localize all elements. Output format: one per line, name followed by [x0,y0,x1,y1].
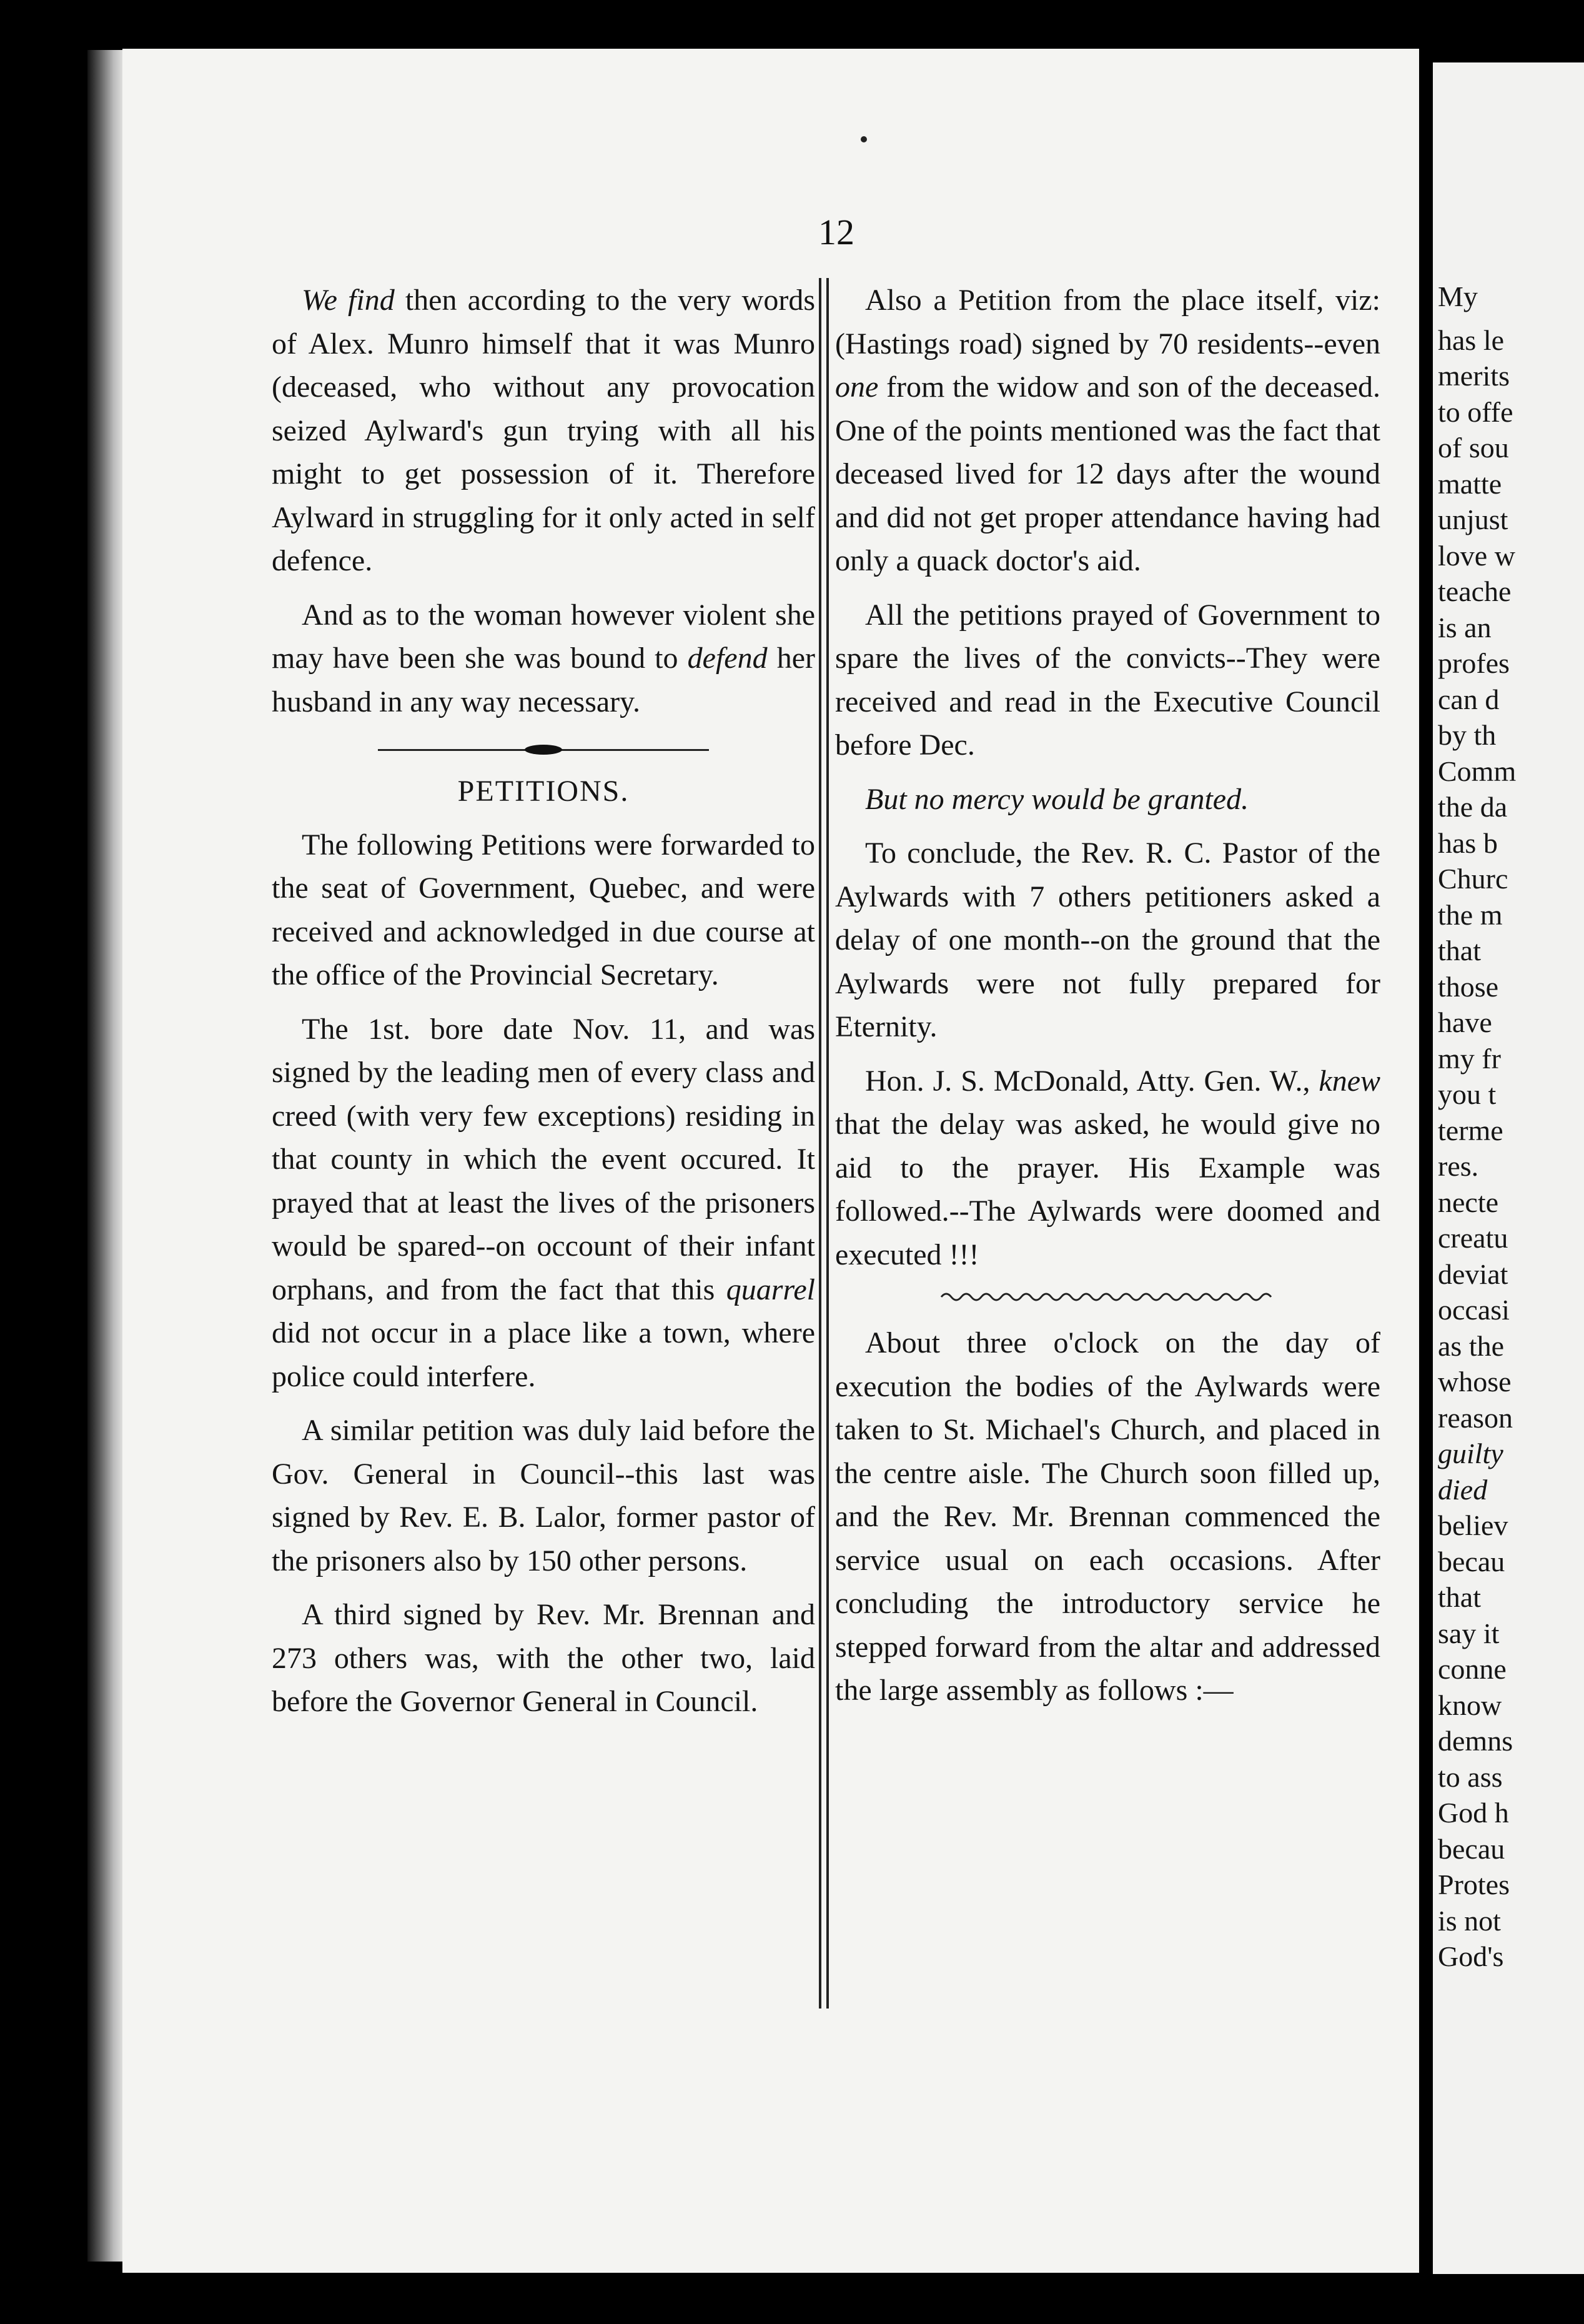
paragraph: All the petitions prayed of Government to spare the lives of the convicts--They were received and read in the Executive Council before Dec. [835,598,1380,762]
ornamental-divider [272,742,815,757]
left-column [272,279,815,1734]
ink-speck [861,136,867,142]
paragraph-text: from the widow and son of the deceased. One of the points mentioned was the fact that deceased lived for 12 days after the wound and did not get proper attendance having had only a quack doctor's aid. [835,370,1381,577]
paragraph [835,279,1380,583]
wavy-divider [835,1288,1380,1306]
paragraph [272,593,815,724]
italic-word: knew [1319,1064,1381,1098]
next-page-line: unjust [1438,504,1508,535]
italic-word: quarrel [726,1273,816,1306]
paragraph-text: Hon. J. S. McDonald, Atty. Gen. W., [865,1064,1310,1098]
next-page-line: whose [1438,1366,1512,1398]
next-page-line: Churc [1438,863,1508,895]
paragraph: About three o'clock on the day of execution the bodies of the Aylwards were taken to St. Michael's Church, and placed in the centre aisle. The Church soon filled up, and the Rev. Mr. Brennan commenced the service usual on each occasions. After concluding the introductory service he stepped forward from the altar and addressed the large assembly as follows :— [835,1326,1380,1707]
right-column [835,279,1380,1723]
next-page-line: has le [1438,324,1505,356]
paragraph-text: did not occur in a place like a town, where police could interfere. [272,1316,815,1393]
next-page-line: of sou [1438,432,1509,464]
next-page-line: necte [1438,1186,1499,1218]
next-page-line: profes [1438,647,1510,679]
next-page-line: believ [1438,1509,1508,1541]
next-page-line: by th [1438,719,1497,751]
paragraph: A third signed by Rev. Mr. Brennan and 273 others was, with the other two, laid before the Governor General in Council. [272,1598,815,1718]
next-page-line: teache [1438,575,1512,607]
next-page-line: merits [1438,360,1510,392]
next-page-line: My [1438,281,1478,312]
next-page-line: reason [1438,1401,1513,1434]
next-page-line: died [1438,1473,1488,1506]
column-rule [819,278,829,2009]
next-page-line: demns [1438,1725,1513,1757]
next-page-line: God h [1438,1797,1509,1829]
paragraph-text: The 1st. bore date Nov. 11, and was signed by the leading men of every class and creed (with very few exceptions) residing in that county in which the event occured. It prayed that at least the lives of the prisoners would be spared--on occount of their infant orphans, and from the fact that this [272,1012,815,1306]
next-page-line: guilty [1438,1438,1503,1469]
next-page-line: have [1438,1006,1492,1038]
next-page-line: has b [1438,827,1498,859]
paragraph: The following Petitions were forwarded to the seat of Government, Quebec, and were received and acknowledged in due course at the office of the Provincial Secretary. [272,828,815,991]
next-page-line: can d [1438,683,1500,715]
next-page-line: terme [1438,1114,1503,1146]
next-page-line: becau [1438,1832,1505,1865]
paragraph-text: that the delay was asked, he would give no aid to the prayer. His Example was followed.--The Aylwards were doomed and executed !!! [835,1108,1380,1271]
next-page-line: my fr [1438,1042,1501,1075]
italic-word: one [835,370,879,404]
next-page-line: the da [1438,791,1508,823]
next-page-line: the m [1438,898,1503,931]
paragraph [272,1008,815,1399]
paragraph-italic: But no mercy would be granted. [865,782,1249,816]
next-page-line: becau [1438,1545,1505,1577]
next-page-line: that [1438,935,1481,966]
next-page-line: you t [1438,1078,1497,1110]
next-page-line: deviat [1438,1258,1508,1290]
next-page-line: res. [1438,1150,1479,1182]
page-gutter [1419,0,1433,2324]
next-page-line: conne [1438,1653,1507,1685]
next-page-line: Comm [1438,755,1517,787]
next-page-line: matte [1438,467,1502,500]
next-page-text [1438,279,1584,1975]
page-number: 12 [818,212,854,252]
next-page-line: love w [1438,539,1515,572]
next-page-line: creatu [1438,1222,1508,1254]
italic-lead: We find [302,284,395,317]
italic-word: defend [687,642,768,675]
paragraph [835,1060,1380,1277]
paragraph-text: her husband in any way necessary. [272,642,816,718]
next-page-line: God's [1438,1940,1504,1972]
next-page-line: to ass [1438,1760,1503,1793]
next-page-line: as the [1438,1329,1505,1362]
next-page-line: is an [1438,611,1492,643]
next-page-line: is not [1438,1904,1501,1937]
binding-edge [87,50,125,2262]
next-page-line: say it [1438,1617,1500,1649]
paragraph: A similar petition was duly laid before the Gov. General in Council--this last was signed by Rev. E. B. Lalor, former pastor of the prisoners also by 150 other persons. [272,1414,815,1577]
next-page-line: occasi [1438,1294,1510,1326]
next-page-line: that [1438,1581,1481,1613]
next-page-line: Protes [1438,1869,1510,1900]
paragraph-text: And as to the woman however violent she may have been she was bound to [272,598,815,675]
next-page-line: to offe [1438,395,1513,428]
next-page-line: those [1438,970,1499,1003]
section-heading: PETITIONS. [457,775,630,808]
paragraph: To conclude, the Rev. R. C. Pastor of the Aylwards with 7 others petitioners asked a delay of one month--on the ground that the Aylwards were not fully prepared for Eternity. [835,837,1380,1043]
paragraph [272,279,815,583]
paragraph-text: Also a Petition from the place itself, viz: (Hastings road) signed by 70 residents--even [835,284,1380,360]
next-page-line: know [1438,1689,1502,1721]
paragraph-text: then according to the very words of Alex. Munro himself that it was Munro (deceased, who without any provocation seized Aylward's gun trying with all his might to get possession of it. Therefore Aylward in struggling for it only acted in self defence. [272,284,816,577]
